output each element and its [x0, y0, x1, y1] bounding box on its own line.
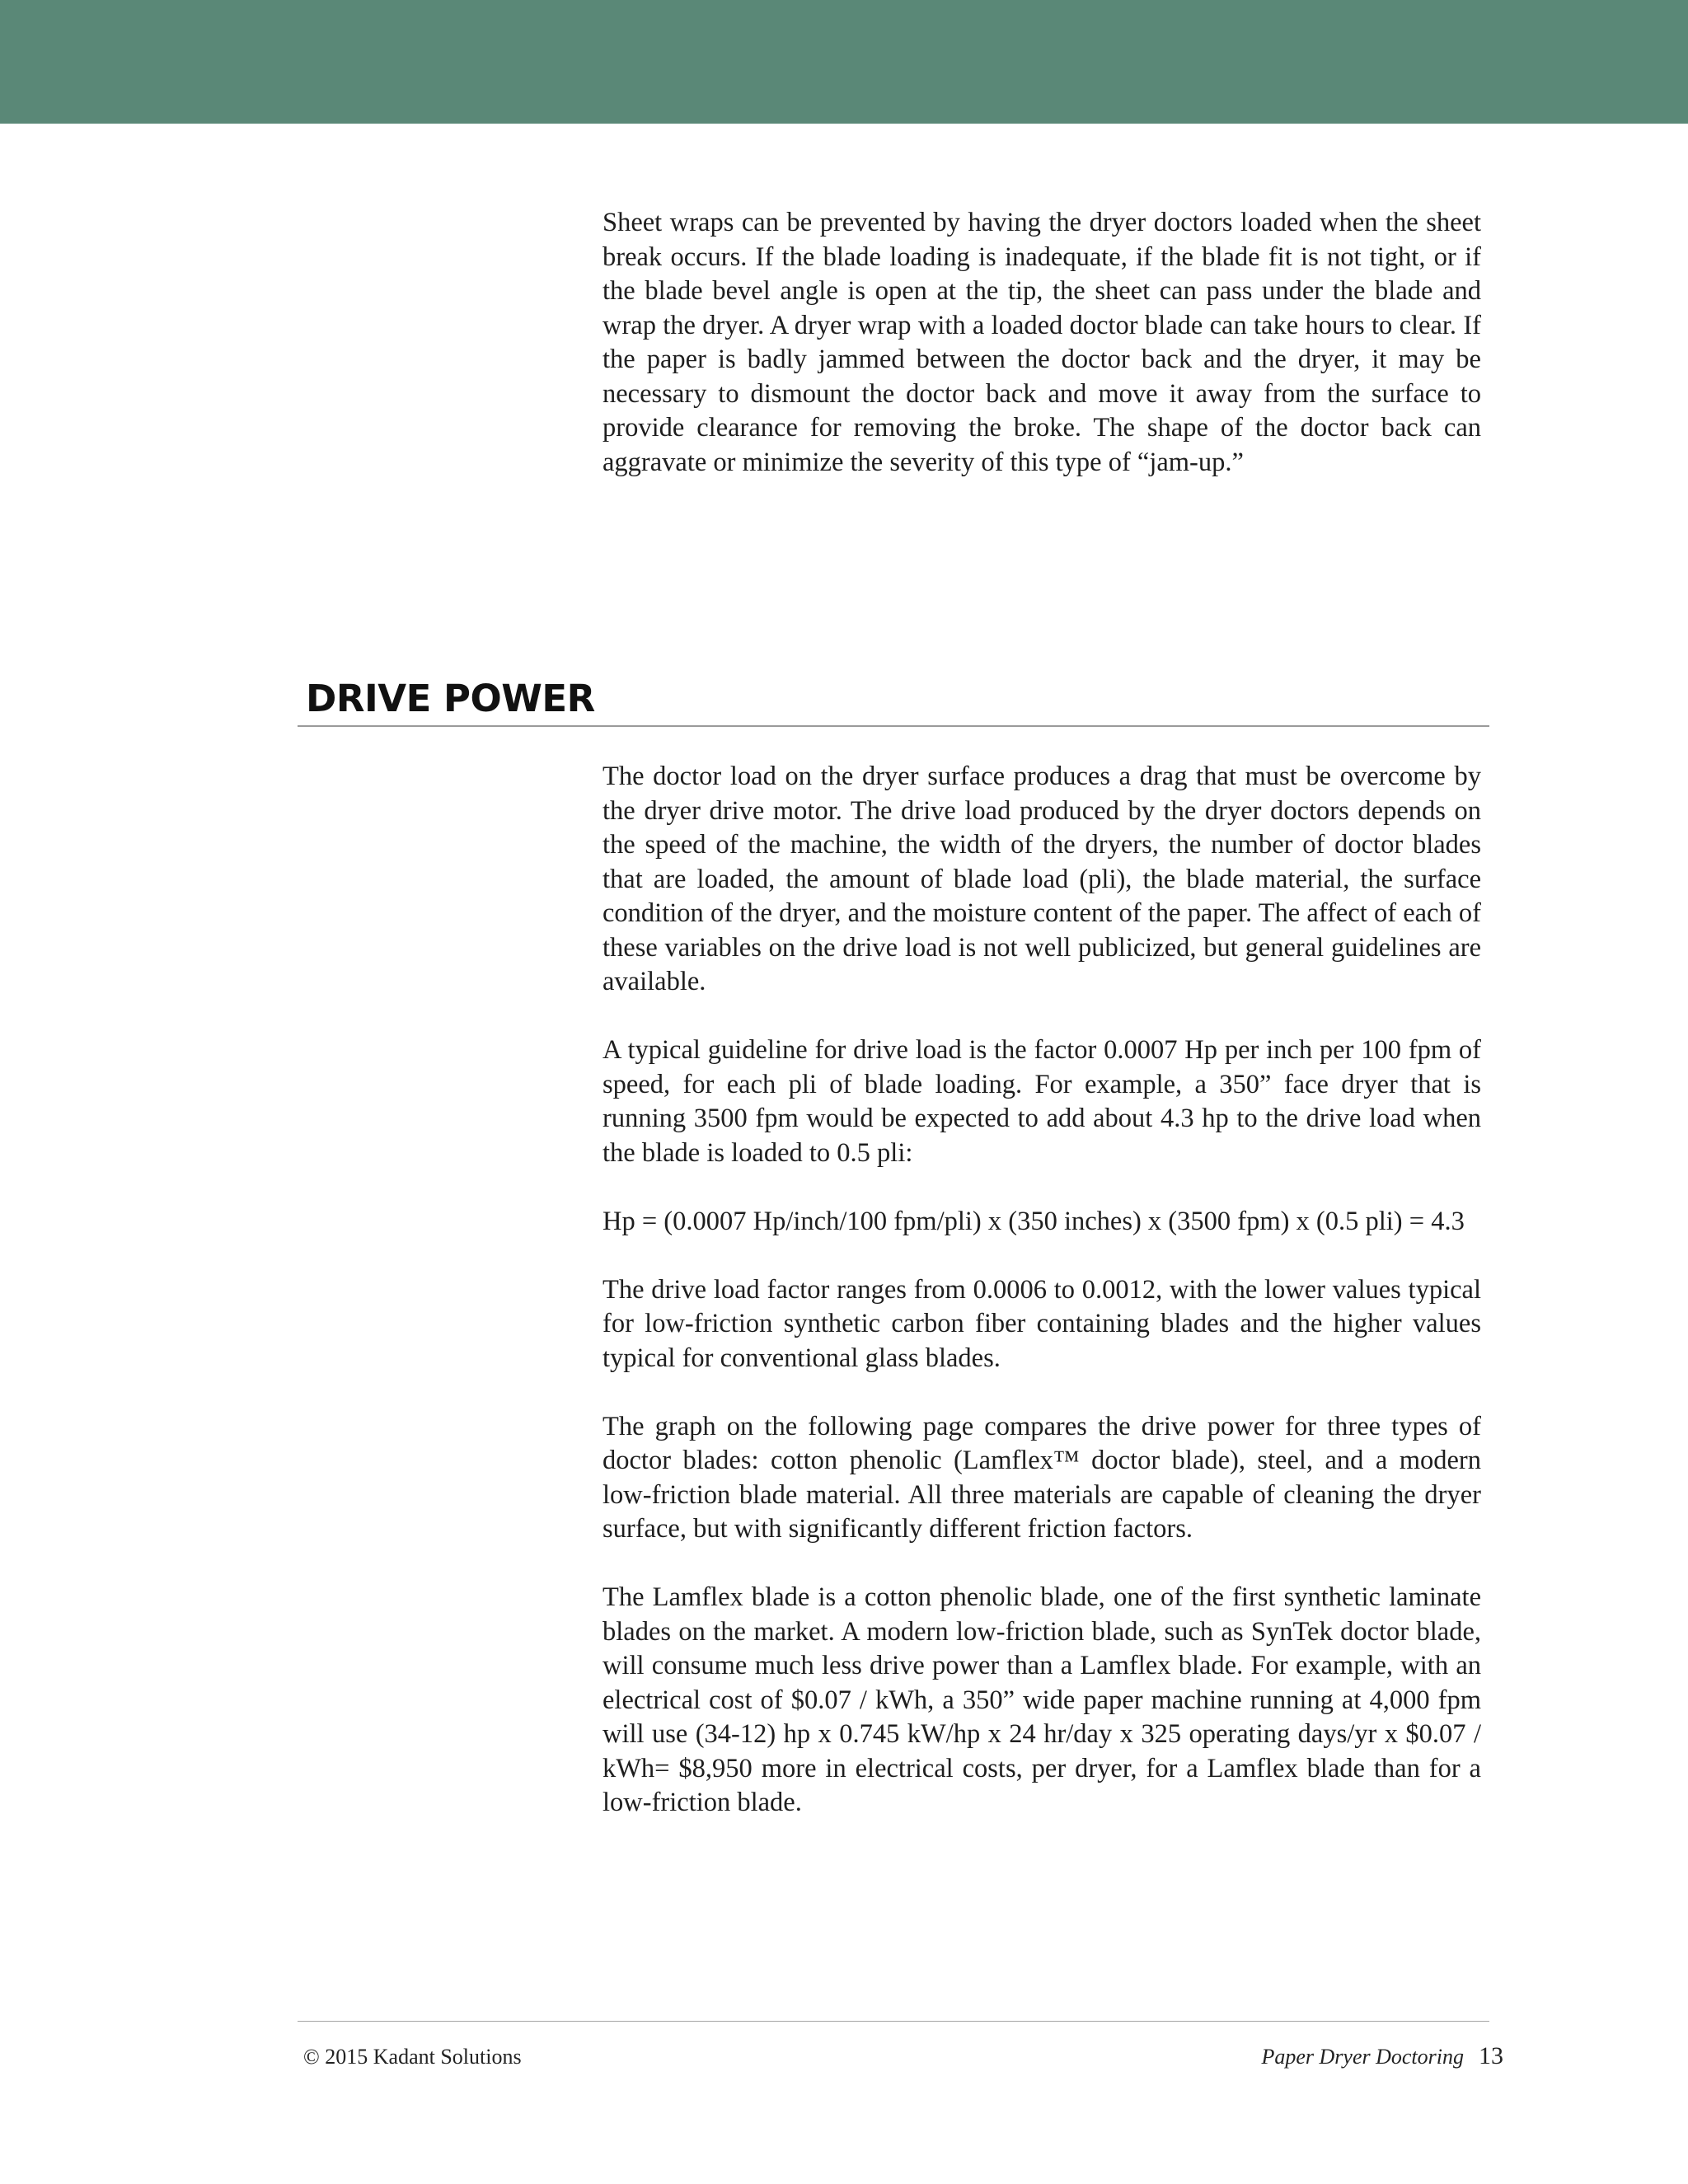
footer-divider — [298, 2021, 1489, 2022]
section-heading: DRIVE POWER — [306, 677, 595, 720]
body-paragraph: The graph on the following page compares the drive power for three types of doctor blades: cotton phenolic (Lamflex™ doctor blade), steel, and a modern low-friction blade material. All three materials are capable of cleaning the dryer surface, but with significantly different friction factors. — [603, 1411, 1481, 1544]
header-color-band — [0, 0, 1688, 124]
body-paragraph: The drive load factor ranges from 0.0006 to 0.0012, with the lower values typical for low-friction synthetic carbon fiber containing blades and the higher values typical for conventional glass blades. — [603, 1274, 1481, 1373]
page-number: 13 — [1479, 2042, 1503, 2069]
footer-right — [1261, 2042, 1503, 2071]
intro-text-column — [603, 206, 1481, 514]
intro-paragraph: Sheet wraps can be prevented by having the dryer doctors loaded when the sheet break occurs. If the blade loading is inadequate, if the blade fit is not tight, or if the blade bevel angle is open at the tip, the sheet can pass under the blade and wrap the dryer. A dryer wrap with a loaded doctor blade can take hours to clear. If the paper is badly jammed between the doctor back and the dryer, it may be necessary to dismount the doctor back and move it away from the surface to provide clearance for removing the broke. The shape of the doctor back can aggravate or minimize the severity of this type of “jam-up.” — [603, 208, 1481, 477]
body-paragraph: A typical guideline for drive load is the factor 0.0007 Hp per inch per 100 fpm of speed, for each pli of blade loading. For example, a 350” face dryer that is running 3500 fpm would be expected to add about 4.3 hp to the drive load when the blade is loaded to 0.5 pli: — [603, 1035, 1481, 1168]
formula-paragraph: Hp = (0.0007 Hp/inch/100 fpm/pli) x (350 inches) x (3500 fpm) x (0.5 pli) = 4.3 — [603, 1206, 1465, 1236]
heading-divider — [298, 725, 1489, 727]
footer-document-title: Paper Dryer Doctoring — [1261, 2045, 1464, 2069]
body-paragraph: The Lamflex blade is a cotton phenolic blade, one of the first synthetic laminate blades on the market. A modern low-friction blade, such as SynTek doctor blade, will consume much less drive power than a Lamflex blade. For example, with an electrical cost of $0.07 / kWh, a 350” wide paper machine running at 4,000 fpm will use (34-12) hp x 0.745 kW/hp x 24 hr/day x 325 operating days/yr x $0.07 / kWh= $8,950 more in electrical costs, per dryer, for a Lamflex blade than for a low-friction blade. — [603, 1582, 1481, 1817]
footer-copyright: © 2015 Kadant Solutions — [303, 2045, 522, 2069]
section-text-column — [603, 760, 1481, 1854]
body-paragraph: The doctor load on the dryer surface produces a drag that must be overcome by the dryer drive motor. The drive load produced by the dryer doctors depends on the speed of the machine, the width of the dryers, the number of doctor blades that are loaded, the amount of blade load (pli), the blade material, the surface condition of the dryer, and the moisture content of the paper. The affect of each of these variables on the drive load is not well publicized, but general guidelines are available. — [603, 762, 1481, 996]
